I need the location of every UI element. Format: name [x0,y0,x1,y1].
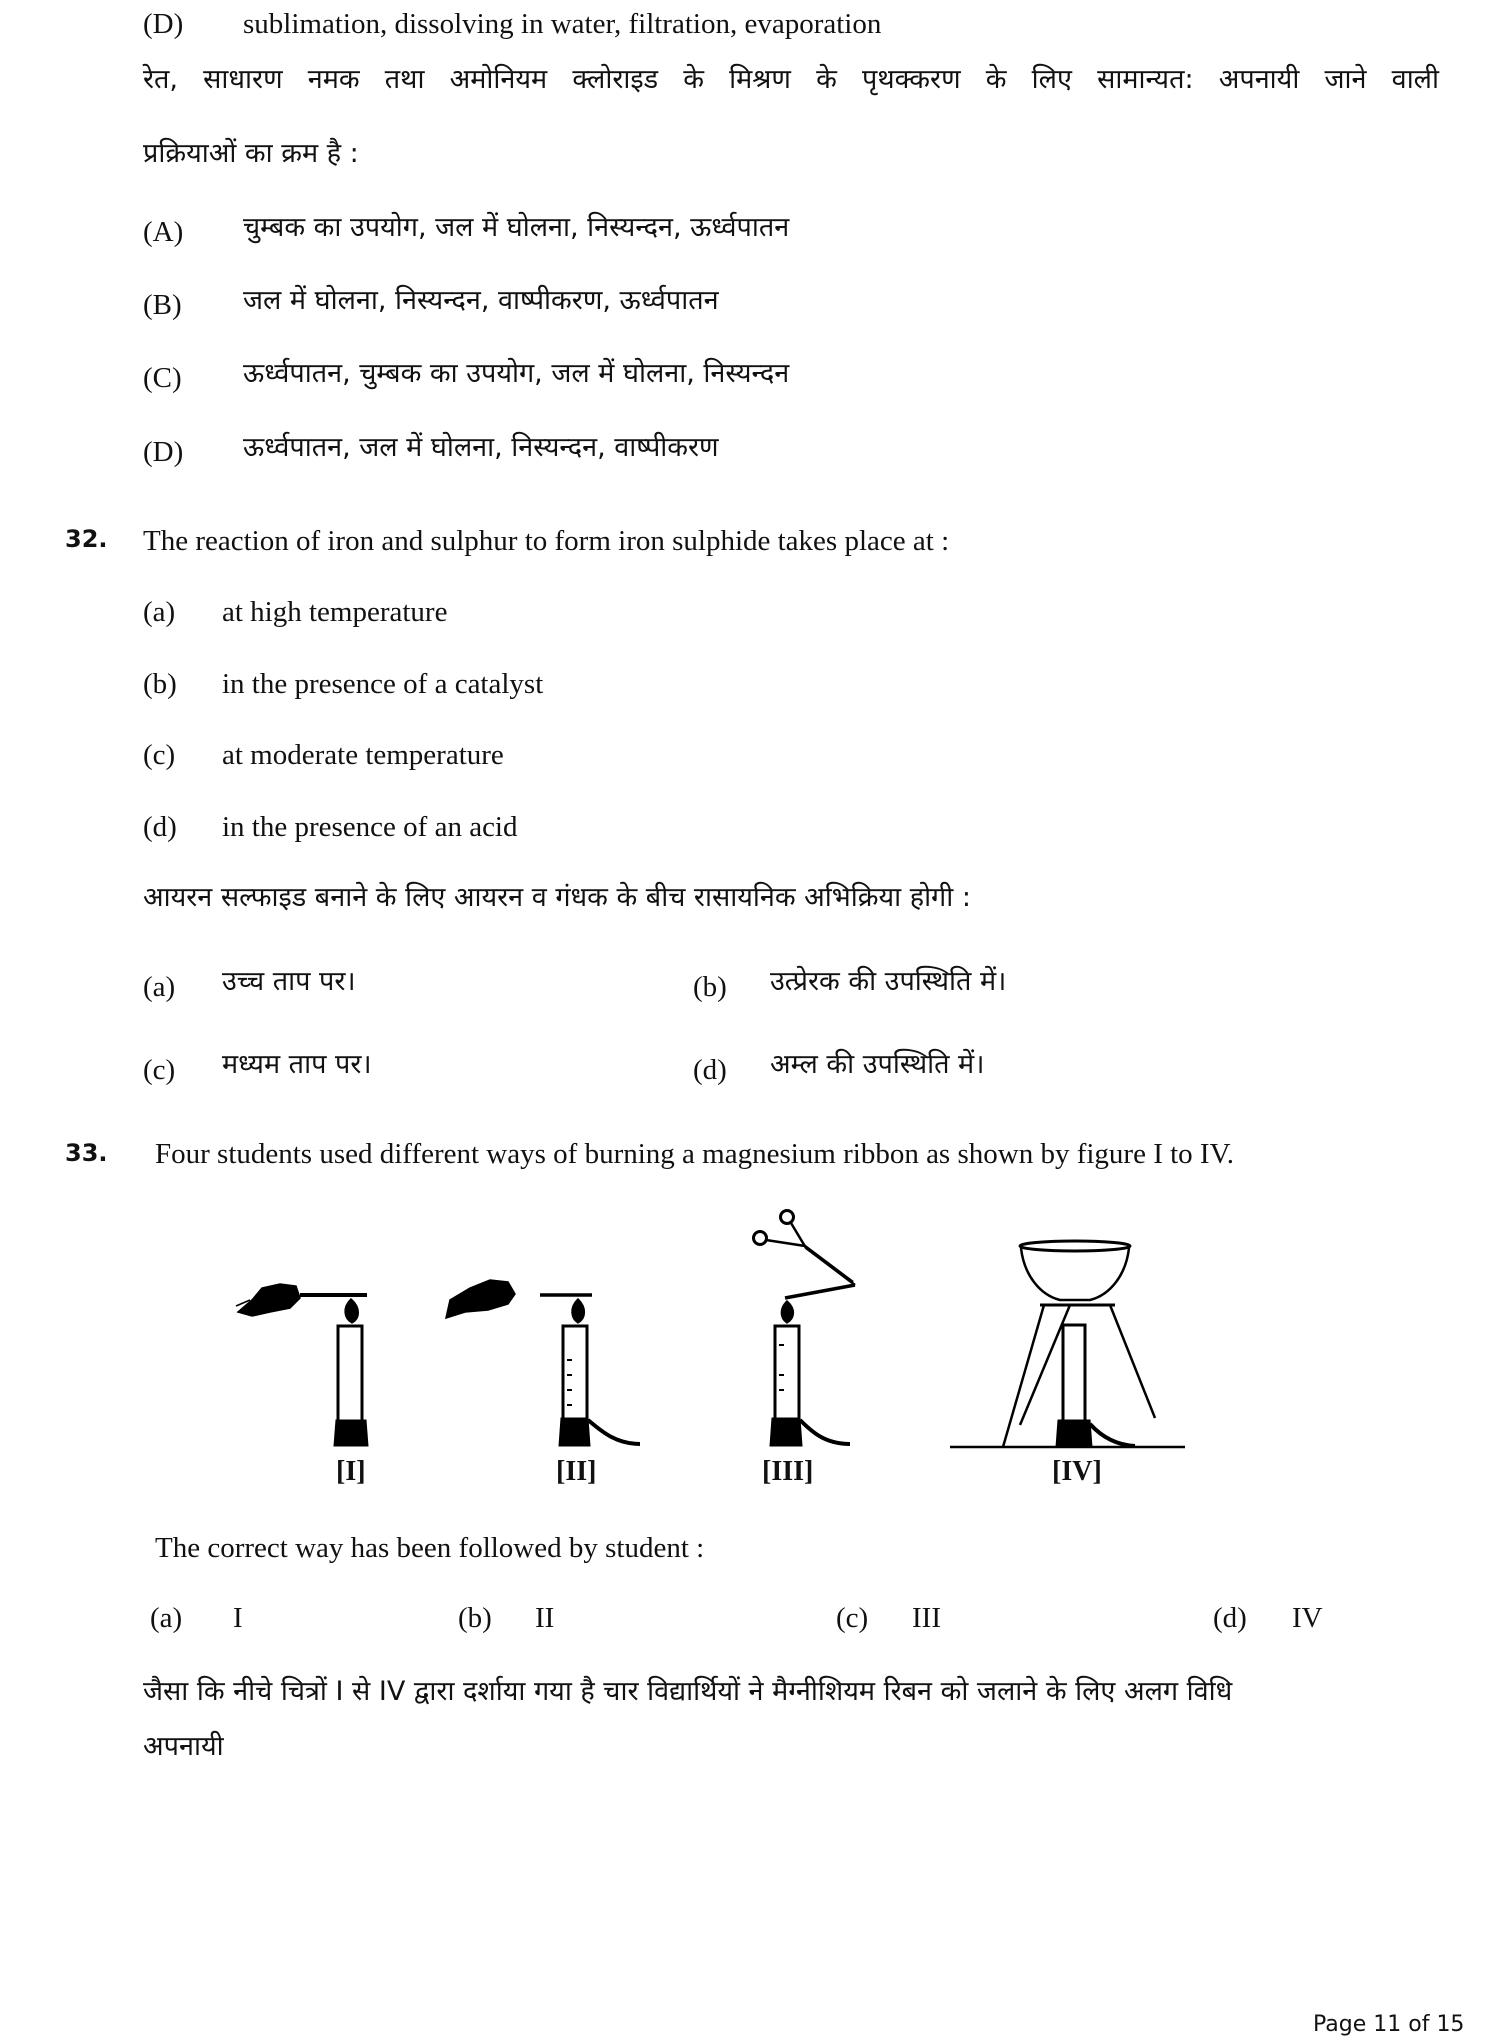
q31-hindi-option-b-label: (B) [143,289,182,321]
figure-1-illustration [236,1284,368,1446]
q32-option-d-text: in the presence of an acid [222,811,518,843]
q33-sub-stem: The correct way has been followed by student : [155,1532,705,1564]
q33-option-c-label: (c) [836,1602,869,1634]
figure-label-1: [I] [336,1456,366,1487]
q31-hindi-option-c-label: (C) [143,362,182,394]
figure-4-illustration [950,1241,1185,1447]
q31-hindi-stem-line1: रेत, साधारण नमक तथा अमोनियम क्लोराइड के मिश्रण के पृथक्करण के लिए सामान्यत: अपनायी जाने वाली [143,64,1439,95]
q33-option-b-text: II [535,1602,555,1634]
q32-hindi-option-b-label: (b) [693,971,727,1003]
q32-option-b-label: (b) [143,668,177,700]
q31-option-d-text: sublimation, dissolving in water, filtration, evaporation [243,8,882,40]
q32-hindi-option-a-text: उच्च ताप पर। [222,966,356,997]
q32-stem: The reaction of iron and sulphur to form iron sulphide takes place at : [143,525,950,557]
q32-hindi-option-b-text: उत्प्रेरक की उपस्थिति में। [770,966,1007,997]
q32-option-a-text: at high temperature [222,596,448,628]
q33-hindi-stem-line1: जैसा कि नीचे चित्रों I से IV द्वारा दर्शाया गया है चार विद्यार्थियों ने मैग्नीशियम रिबन को जलाने के लिए अलग विधि [143,1676,1233,1707]
q33-option-d-label: (d) [1213,1602,1247,1634]
q32-hindi-option-d-label: (d) [693,1054,727,1086]
q33-option-a-text: I [233,1602,243,1634]
q33-option-d-text: IV [1292,1602,1323,1634]
figure-3-illustration [754,1211,856,1447]
q33-option-a-label: (a) [150,1602,183,1634]
q32-hindi-option-d-text: अम्ल की उपस्थिति में। [770,1049,985,1080]
q32-option-a-label: (a) [143,596,176,628]
q31-hindi-option-d-label: (D) [143,436,184,468]
figure-2-illustration [446,1280,640,1446]
page-number: Page 11 of 15 [1313,2012,1465,2037]
q33-number: 33. [65,1139,108,1167]
q32-hindi-option-a-label: (a) [143,971,176,1003]
figure-label-4: [IV] [1052,1456,1102,1487]
q32-option-d-label: (d) [143,811,177,843]
q32-hindi-option-c-text: मध्यम ताप पर। [222,1049,372,1080]
q31-option-d-label: (D) [143,8,184,40]
q33-stem: Four students used different ways of burning a magnesium ribbon as shown by figure I to IV. [155,1138,1235,1170]
q33-option-c-text: III [912,1602,941,1634]
q31-hindi-option-a-text: चुम्बक का उपयोग, जल में घोलना, निस्यन्दन, ऊर्ध्वपातन [243,212,790,243]
q31-hindi-option-b-text: जल में घोलना, निस्यन्दन, वाष्पीकरण, ऊर्ध्वपातन [243,285,719,316]
q32-hindi-stem: आयरन सल्फाइड बनाने के लिए आयरन व गंधक के बीच रासायनिक अभिक्रिया होगी : [143,882,971,913]
q32-number: 32. [65,525,108,553]
q31-hindi-option-c-text: ऊर्ध्वपातन, चुम्बक का उपयोग, जल में घोलना, निस्यन्दन [243,358,790,389]
q32-hindi-option-c-label: (c) [143,1054,176,1086]
q31-hindi-option-d-text: ऊर्ध्वपातन, जल में घोलना, निस्यन्दन, वाष्पीकरण [243,432,719,463]
q33-hindi-stem-line2: अपनायी [143,1731,224,1762]
q33-option-b-label: (b) [458,1602,492,1634]
q32-option-c-text: at moderate temperature [222,739,504,771]
figure-label-3: [III] [762,1456,814,1487]
q31-hindi-stem-line2: प्रक्रियाओं का क्रम है : [143,138,359,169]
q32-option-c-label: (c) [143,739,176,771]
q32-option-b-text: in the presence of a catalyst [222,668,544,700]
q31-hindi-option-a-label: (A) [143,216,184,248]
figure-label-2: [II] [556,1456,597,1487]
